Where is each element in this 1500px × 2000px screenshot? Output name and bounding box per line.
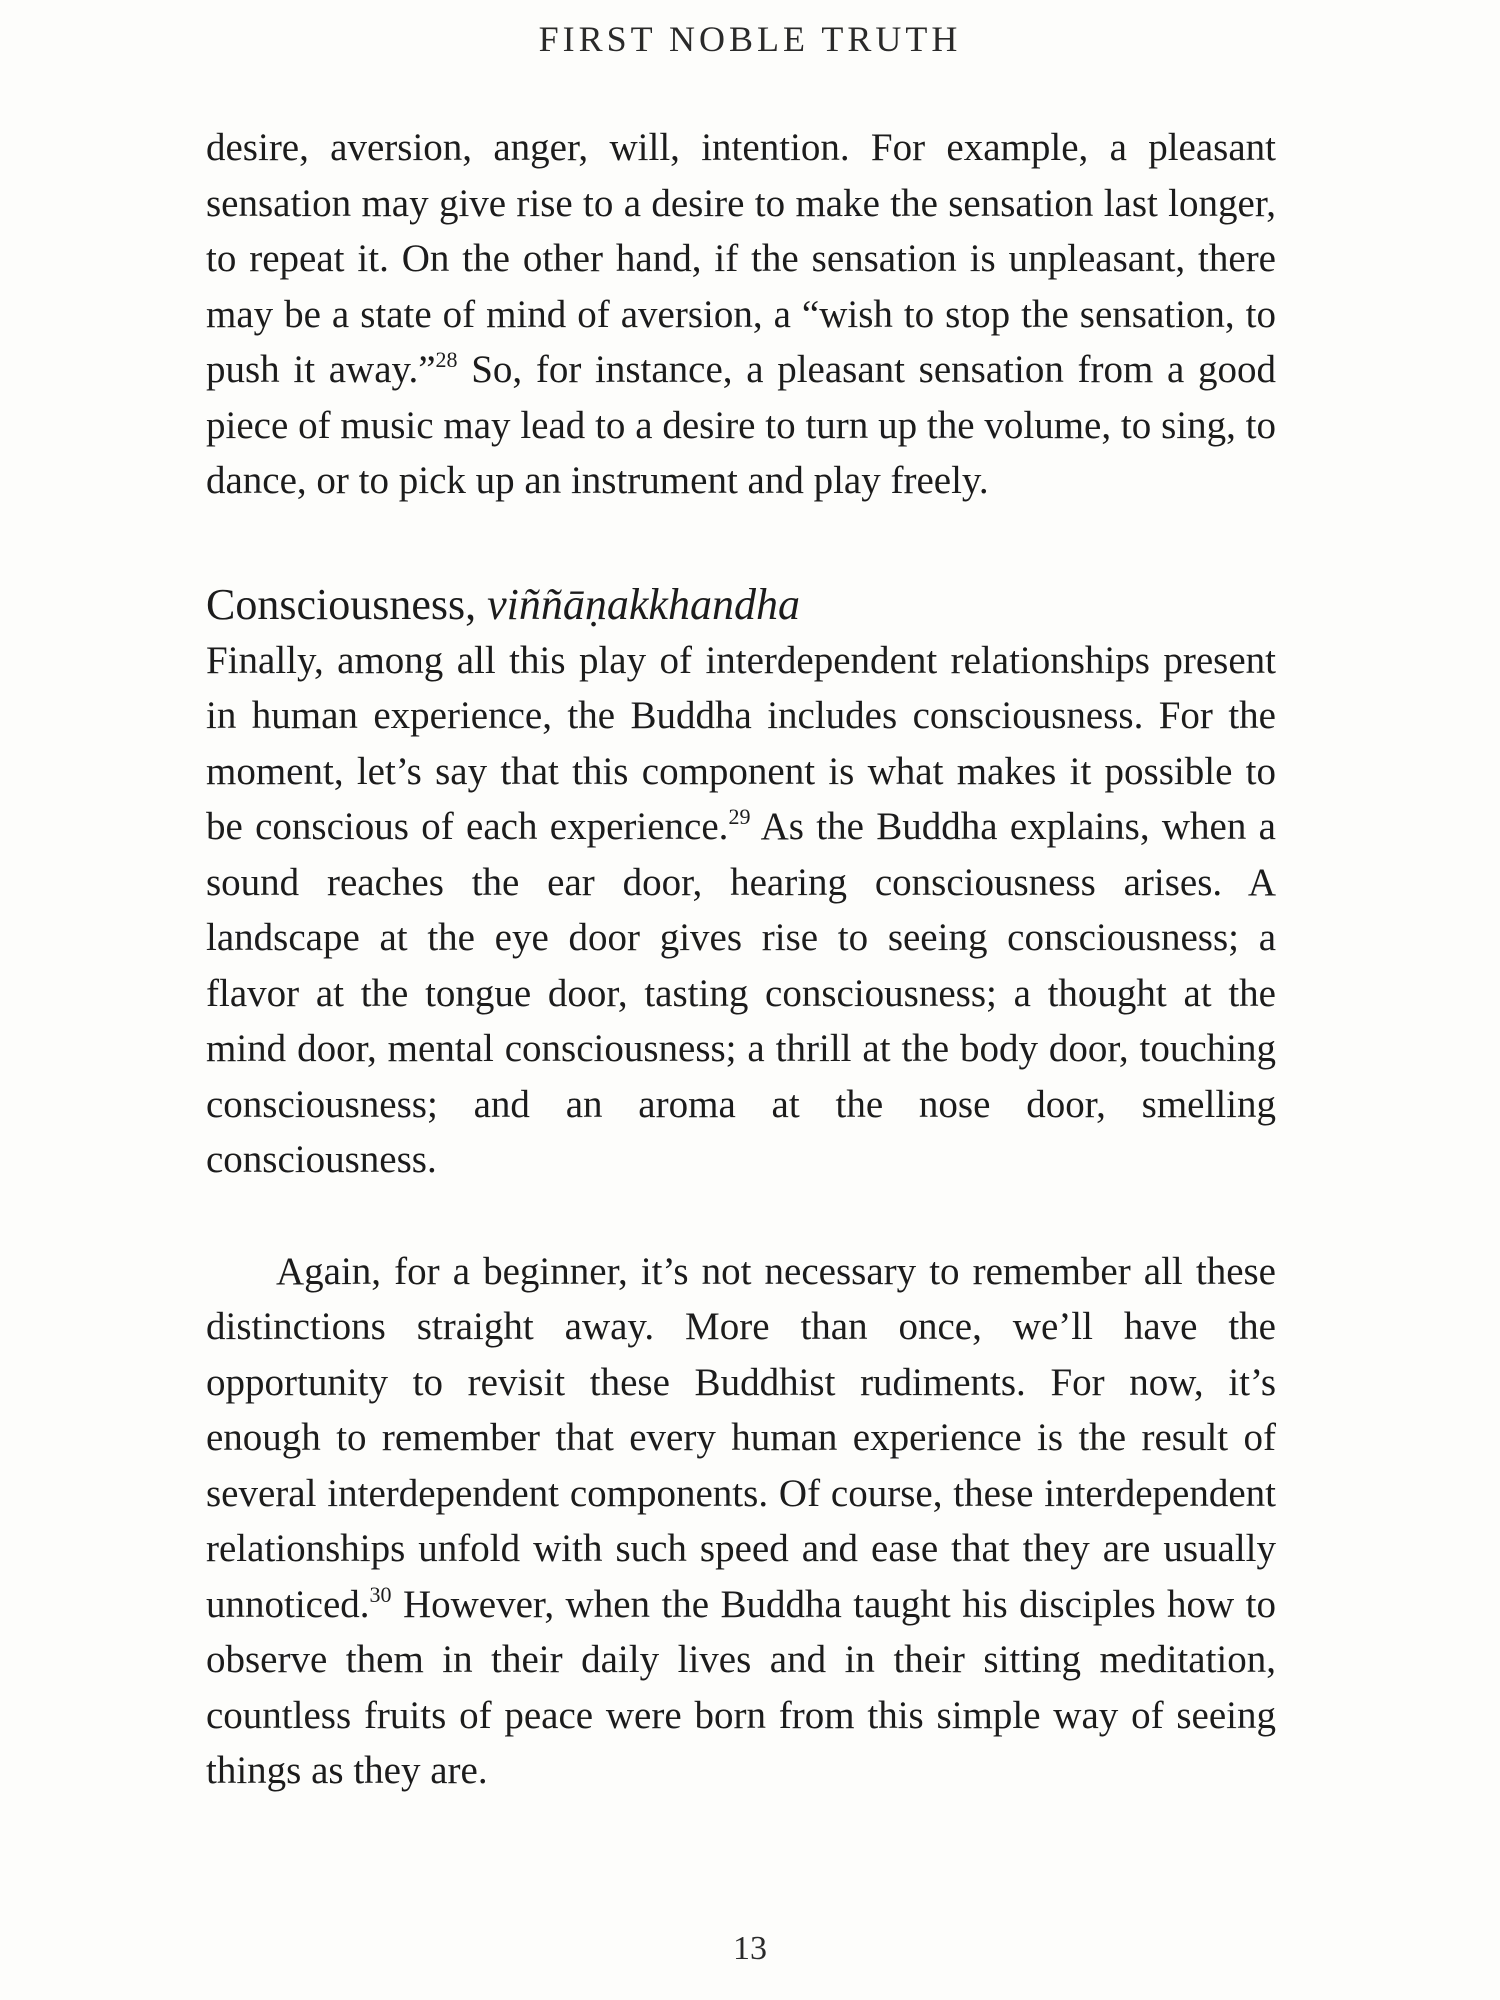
section-heading-pali-term: viññāṇakkhandha — [487, 579, 800, 629]
paragraph-text: As the Buddha explains, when a sound reaches the ear door, hearing consciousness arises. A landscape at the eye door gives rise to seeing consciousness; a flavor at the tongue door, tasting consciousness; a thought at the mind door, mental consciousness; a thrill at the body door, touching consciousness; and an aroma at the nose door, smelling consciousness. — [206, 805, 1276, 1181]
paragraph-text: desire, aversion, anger, will, intention. For example, a pleasant sensation may give rise to a desire to make the sensation last longer, to repeat it. On the other hand, if the sensation is unpleasant, there may be a state of mind of aversion, a “wish to stop the sensation, to push it away.” — [206, 126, 1276, 391]
paragraph-text: So, for instance, a pleasant sensation from a good piece of music may lead to a desire to turn up the volume, to sing, to dance, or to pick up an instrument and play freely. — [206, 348, 1276, 502]
paragraph-text: However, when the Buddha taught his disciples how to observe them in their daily lives and in their sitting meditation, countless fruits of peace were born from this simple way of seeing things as they are. — [206, 1582, 1276, 1792]
page-number: 13 — [733, 1930, 767, 1967]
footnote-reference: 30 — [369, 1581, 392, 1607]
section-heading — [206, 577, 1276, 633]
paragraph-text: Again, for a beginner, it’s not necessary to remember all these distinctions straight away. More than once, we’ll have the opportunity to revisit these Buddhist rudiments. For now, it’s enough to remember that every human experience is the result of several interdependent components. Of course, these interdependent relationships unfold with such speed and ease that they are usually unnoticed. — [206, 1249, 1276, 1626]
paragraph — [206, 120, 1276, 509]
footnote-reference: 28 — [435, 347, 458, 372]
section-heading-term: Consciousness, — [206, 579, 488, 629]
paragraph-spacer — [206, 1188, 1276, 1244]
paragraph — [206, 633, 1276, 1188]
body-text — [206, 120, 1276, 1799]
footnote-reference: 29 — [728, 804, 751, 829]
running-head: FIRST NOBLE TRUTH — [538, 19, 962, 59]
paragraph — [206, 1244, 1276, 1799]
paragraph-text: Finally, among all this play of interdependent relationships present in human experience, the Buddha includes consciousness. For the moment, let’s say that this component is what makes it possible to be conscious of each experience. — [206, 638, 1276, 848]
